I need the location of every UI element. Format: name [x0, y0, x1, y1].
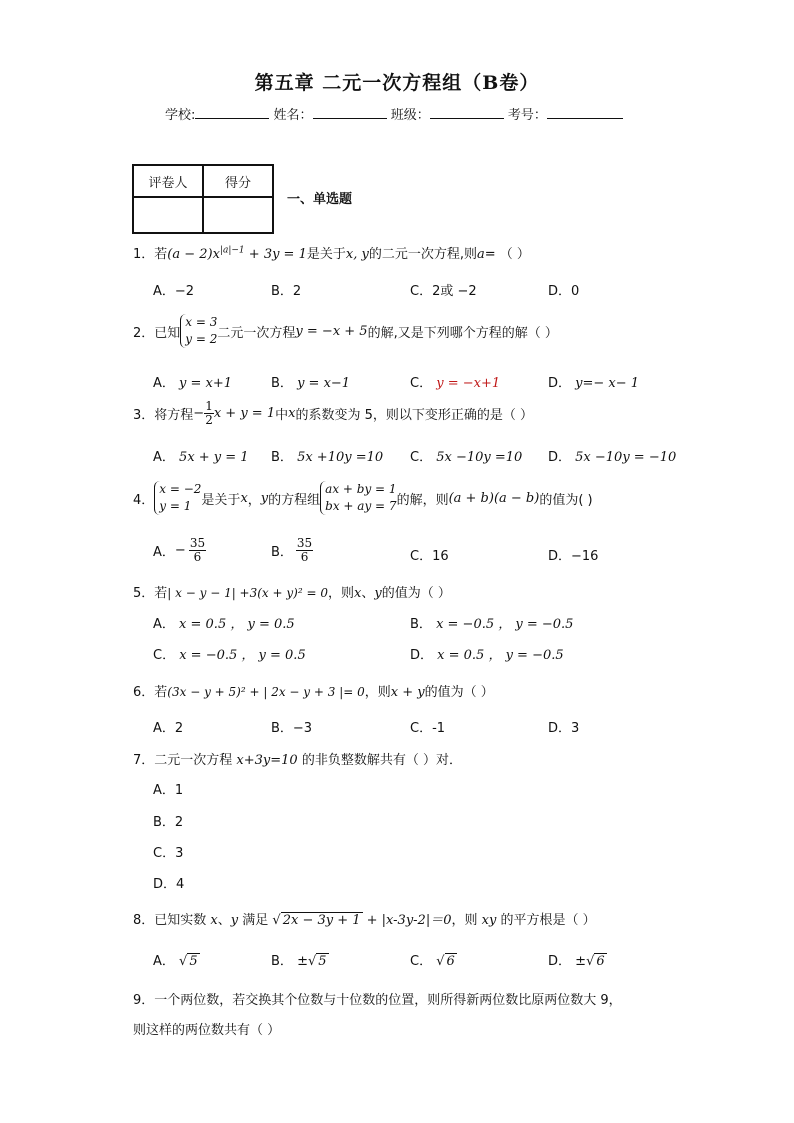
- class-blank[interactable]: [430, 106, 504, 119]
- q3-option-c-expr: 5x −10y =10: [436, 450, 523, 465]
- q3-neg: −: [193, 406, 205, 421]
- q3-option-a[interactable]: [153, 446, 249, 465]
- q7-equation: x+3y=10: [236, 753, 298, 768]
- q7-option-b[interactable]: B．2: [153, 815, 184, 830]
- q6-option-b[interactable]: B．−3: [271, 721, 313, 736]
- q3-option-b[interactable]: [271, 446, 383, 465]
- question-5: [133, 582, 451, 601]
- q3-option-a-expr: 5x + y = 1: [179, 450, 249, 465]
- q8-var-y: y: [230, 913, 239, 928]
- q4-comma: ，: [247, 492, 261, 508]
- q3-fraction: [204, 400, 214, 427]
- q3-option-b-label: B．: [271, 450, 293, 465]
- q5-option-c-label: C．: [153, 648, 176, 663]
- q4-text3: 的解，则: [396, 492, 449, 508]
- q8-option-b[interactable]: [271, 950, 329, 969]
- score-header: 得分: [203, 165, 273, 197]
- q8-option-c-label: C．: [410, 954, 433, 969]
- q6-text3: 的值为（ ）: [424, 685, 494, 700]
- q5-var-y: y: [374, 586, 382, 601]
- q4-option-a[interactable]: [153, 537, 206, 564]
- q6-option-d[interactable]: D．3: [548, 721, 580, 736]
- q1-exponent: |a|−1: [219, 245, 245, 256]
- q8-option-a-label: A．: [153, 954, 175, 969]
- q4-option-b-den: 6: [300, 550, 309, 564]
- sqrt-icon: √: [436, 954, 445, 969]
- q5-option-d[interactable]: [410, 644, 564, 663]
- q3-frac-den: 2: [205, 413, 213, 427]
- q5-sep: 、: [361, 586, 375, 601]
- name-blank[interactable]: [313, 106, 387, 119]
- q8-option-b-label: B．: [271, 954, 293, 969]
- q5-text2: ，则: [327, 586, 354, 601]
- q4-option-a-den: 6: [193, 550, 202, 564]
- sqrt-icon: √: [586, 954, 595, 969]
- q4-sys-line2: y = 1: [159, 499, 192, 513]
- q7-option-d[interactable]: D．4: [153, 877, 185, 892]
- q8-abs-expr: + |x-3y-2|＝0: [362, 913, 452, 928]
- q4-option-a-fraction: [189, 537, 206, 564]
- q1-option-a[interactable]: A．−2: [153, 284, 195, 299]
- score-cell[interactable]: [203, 197, 273, 233]
- q8-option-a[interactable]: [153, 950, 200, 969]
- q3-var-x: x: [288, 406, 296, 421]
- q5-text3: 的值为（ ）: [381, 586, 451, 601]
- q3-text3: 的系数变为 5，则以下变形正确的是（ ）: [295, 408, 534, 423]
- q2-text3: 的解,又是下列哪个方程的解（ ）: [367, 325, 558, 341]
- q2-option-a-expr: y = x+1: [179, 376, 233, 391]
- q4-option-b-label: B．: [271, 545, 293, 560]
- q5-option-b[interactable]: [410, 613, 573, 632]
- q4-var-y: y: [260, 490, 269, 506]
- q1-expr: (a − 2)x: [167, 247, 220, 262]
- q5-expr: | x − y − 1| +3(x + y)² = 0: [167, 586, 328, 600]
- q8-text2: 满足: [238, 913, 273, 928]
- q4-option-b-num: 35: [296, 536, 313, 550]
- q2-option-c-expr: y = −x+1: [436, 376, 501, 391]
- q1-vars: x, y: [345, 247, 369, 262]
- q1-text3: 的二元一次方程,则: [368, 247, 477, 262]
- q4-option-d[interactable]: D．−16: [548, 549, 599, 564]
- q4-option-b-fraction: [296, 537, 313, 564]
- q7-text: 二元一次方程: [154, 753, 237, 768]
- q3-option-d[interactable]: [548, 446, 676, 465]
- q3-option-d-label: D．: [548, 450, 572, 465]
- q2-option-a-label: A．: [153, 376, 175, 391]
- q3-option-d-expr: 5x −10y = −10: [575, 450, 677, 465]
- q4-number: 4．: [133, 492, 155, 508]
- q1-text: 若: [154, 247, 168, 262]
- q8-option-b-pm: ±: [297, 954, 308, 969]
- q1-option-b[interactable]: B．2: [271, 284, 302, 299]
- q4-option-a-num: 35: [189, 536, 206, 550]
- q3-option-c[interactable]: [410, 446, 522, 465]
- q8-option-d[interactable]: [548, 950, 607, 969]
- q3-option-c-label: C．: [410, 450, 433, 465]
- number-label: 考号：: [507, 108, 547, 123]
- q5-option-b-label: B．: [410, 617, 432, 632]
- sqrt-icon: √: [272, 913, 281, 928]
- q4-option-a-neg: −: [174, 543, 186, 558]
- q2-option-d-expr: y=− x− 1: [575, 376, 640, 391]
- sqrt-icon: √: [307, 954, 317, 969]
- q8-number: 8．: [133, 913, 155, 928]
- q5-option-a[interactable]: [153, 613, 295, 632]
- name-label: 姓名：: [273, 108, 313, 123]
- q8-option-d-radicand: 6: [596, 954, 605, 969]
- question-6: [133, 681, 494, 700]
- q3-frac-num: 1: [205, 399, 213, 413]
- q5-number: 5．: [133, 586, 155, 601]
- q6-text2: ，则: [364, 685, 391, 700]
- class-label: 班级：: [390, 108, 430, 123]
- q2-option-d-label: D．: [548, 376, 572, 391]
- q5-option-b-expr: x = −0.5 ， y = −0.5: [436, 617, 574, 632]
- q3-number: 3．: [133, 408, 155, 423]
- q5-option-d-label: D．: [410, 648, 434, 663]
- q1-expr2: + 3y = 1: [244, 247, 307, 262]
- grader-cell[interactable]: [133, 197, 203, 233]
- q8-radicand: 2x − 3y + 1: [282, 913, 361, 928]
- q8-option-a-radicand: 5: [189, 954, 198, 969]
- q4-option-a-label: A．: [153, 545, 175, 560]
- question-3: [133, 400, 533, 427]
- q8-text4: 的平方根是（ ）: [496, 913, 596, 928]
- q7-option-a[interactable]: A．1: [153, 783, 184, 798]
- q1-text2: 是关于: [306, 247, 346, 262]
- q4-option-b[interactable]: [271, 537, 313, 564]
- q6-number: 6．: [133, 685, 155, 700]
- q2-option-b[interactable]: [271, 372, 350, 391]
- q8-option-d-label: D．: [548, 954, 572, 969]
- q4-option-c[interactable]: C．16: [410, 549, 449, 564]
- q5-option-c[interactable]: [153, 644, 306, 663]
- q8-sep: 、: [217, 913, 231, 928]
- score-table: [132, 164, 274, 234]
- q2-option-c-label: C．: [410, 376, 433, 391]
- q8-option-c[interactable]: [410, 950, 457, 969]
- q8-option-b-radicand: 5: [318, 954, 327, 969]
- q8-var-xy: xy: [481, 913, 497, 928]
- q4-text2: 的方程组: [268, 492, 321, 508]
- q3-option-b-expr: 5x +10y =10: [297, 450, 384, 465]
- q6-text: 若: [154, 685, 168, 700]
- question-1: [133, 243, 530, 262]
- question-8: [133, 909, 596, 928]
- q6-option-a[interactable]: A．2: [153, 721, 184, 736]
- question-4: [133, 481, 593, 515]
- q3-text2: 中: [275, 408, 289, 423]
- q2-option-a[interactable]: [153, 372, 232, 391]
- q7-option-c[interactable]: C．3: [153, 846, 184, 861]
- q4-equation-system: [320, 481, 396, 515]
- q5-option-a-expr: x = 0.5 ， y = 0.5: [179, 617, 295, 632]
- q4-var-x: x: [240, 490, 248, 506]
- q1-option-c[interactable]: C．2或 −2: [410, 284, 477, 299]
- student-info-line: [165, 104, 623, 123]
- q2-option-d[interactable]: [548, 372, 639, 391]
- q6-expr: (3x − y + 5)² + | 2x − y + 3 |= 0: [167, 685, 365, 699]
- number-blank[interactable]: [547, 106, 623, 119]
- q1-text4: = （ ）: [484, 247, 530, 262]
- q3-equation: x + y = 1: [213, 406, 276, 421]
- q7-number: 7．: [133, 753, 155, 768]
- grader-header: 评卷人: [133, 165, 203, 197]
- q4-sys-line3: ax + by = 1: [325, 482, 397, 496]
- q2-sys-line1: x = 3: [185, 315, 218, 329]
- q6-var: x + y: [390, 685, 425, 700]
- q8-var-x: x: [210, 913, 218, 928]
- question-9-line1: 9．一个两位数，若交换其个位数与十位数的位置，则所得新两位数比原两位数大 9，: [133, 993, 622, 1008]
- q2-option-b-expr: y = x−1: [297, 376, 351, 391]
- q8-text: 已知实数: [154, 913, 211, 928]
- q4-expr: (a + b)(a − b): [448, 490, 540, 506]
- q2-system: [180, 314, 217, 348]
- q8-option-c-radicand: 6: [446, 954, 455, 969]
- q4-sys-line1: x = −2: [159, 482, 202, 496]
- q4-text4: 的值为( ): [539, 492, 593, 508]
- q5-option-d-expr: x = 0.5 ， y = −0.5: [437, 648, 564, 663]
- sqrt-icon: √: [179, 954, 188, 969]
- q1-number: 1．: [133, 247, 155, 262]
- q1-var-a: a: [476, 247, 485, 262]
- q2-option-c[interactable]: [410, 372, 500, 391]
- question-9-line2: 则这样的两位数共有（ ）: [133, 1023, 281, 1038]
- q5-var-x: x: [354, 586, 362, 601]
- q5-text: 若: [154, 586, 168, 601]
- q4-sys-line4: bx + ay = 7: [325, 499, 397, 513]
- school-label: 学校:: [165, 108, 196, 123]
- q8-option-d-pm: ±: [575, 954, 587, 969]
- q2-equation: y = −x + 5: [295, 323, 368, 339]
- q3-text: 将方程: [154, 408, 194, 423]
- q7-text2: 的非负整数解共有（ ）对．: [297, 753, 462, 768]
- q2-text: 已知: [154, 325, 181, 341]
- q2-text2: 二元一次方程: [217, 325, 296, 341]
- q1-option-d[interactable]: D．0: [548, 284, 580, 299]
- q4-solution-system: [154, 481, 201, 515]
- page-title: 第五章 二元一次方程组（B卷）: [254, 72, 540, 94]
- q2-sys-line2: y = 2: [185, 332, 218, 346]
- q6-option-c[interactable]: C．-1: [410, 721, 446, 736]
- question-7: [133, 749, 462, 768]
- section-title: 一、单选题: [287, 192, 353, 207]
- q2-number: 2．: [133, 325, 155, 341]
- school-blank[interactable]: [195, 106, 269, 119]
- q5-option-c-expr: x = −0.5 ， y = 0.5: [179, 648, 306, 663]
- question-2: [133, 314, 558, 348]
- q2-option-b-label: B．: [271, 376, 293, 391]
- q5-option-a-label: A．: [153, 617, 175, 632]
- q3-option-a-label: A．: [153, 450, 175, 465]
- q4-text: 是关于: [201, 492, 241, 508]
- q8-text3: ，则: [451, 913, 482, 928]
